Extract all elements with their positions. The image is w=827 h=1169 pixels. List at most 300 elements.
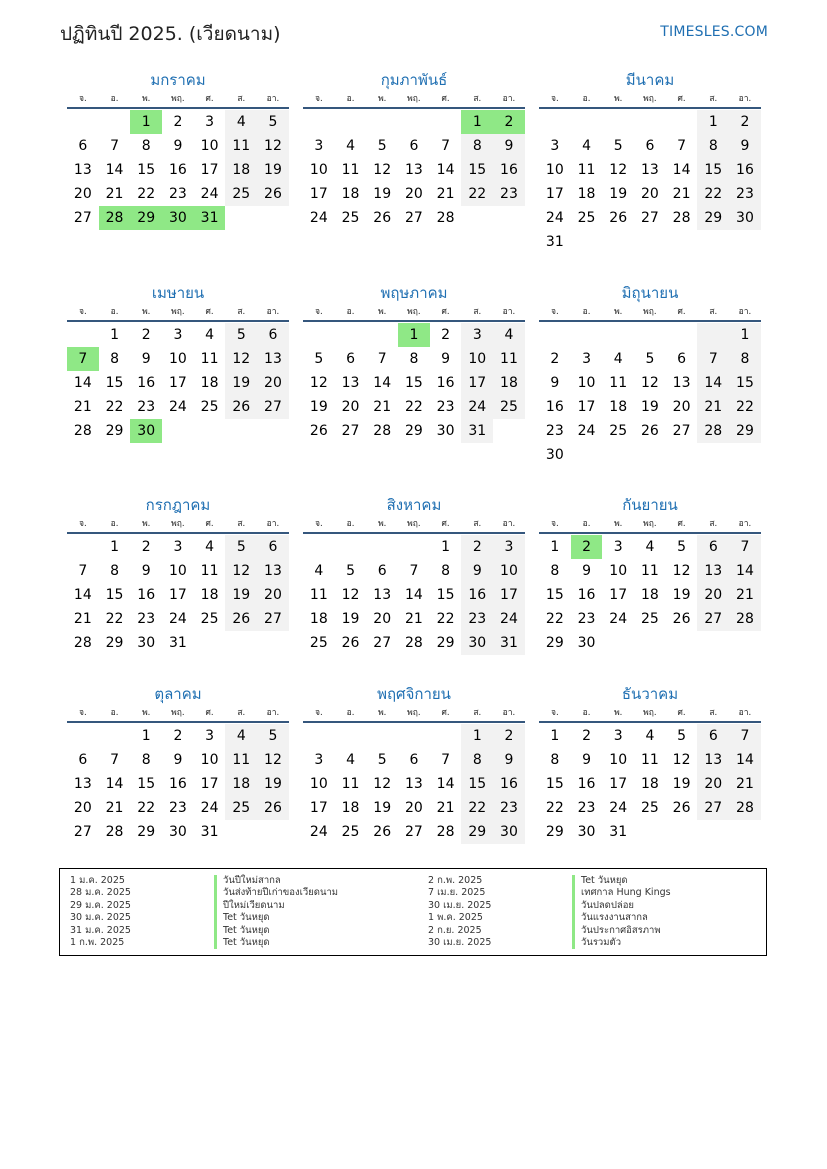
day-cell: 20 [341, 399, 360, 415]
day-cell: 6 [697, 535, 729, 559]
day-cell: 12 [609, 162, 628, 178]
day-cell: 7 [441, 752, 451, 768]
day-cell: 3 [461, 323, 493, 347]
day-cell: 24 [609, 611, 628, 627]
day-cell: 12 [373, 776, 392, 792]
day-cell: 13 [640, 162, 659, 178]
day-cell: 15 [105, 375, 124, 391]
day-cell: 1 [398, 323, 430, 347]
day-cell: 1 [110, 327, 119, 343]
day-cell: 7 [67, 347, 99, 371]
day-cell: 23 [436, 399, 455, 415]
weekday-label: อ. [582, 519, 591, 529]
day-cell: 15 [404, 375, 423, 391]
day-cell: 11 [341, 776, 360, 792]
day-grid [539, 110, 761, 254]
weekday-label: ศ. [677, 307, 686, 317]
weekday-label: ส. [237, 519, 246, 529]
empty-cell [430, 110, 462, 134]
day-cell: 24 [545, 210, 564, 226]
weekday-header [67, 705, 289, 723]
weekday-header [303, 91, 525, 109]
empty-cell [99, 724, 131, 748]
day-cell: 20 [257, 583, 289, 607]
holiday-legend [59, 868, 767, 956]
holiday-name: วันแรงงานสากล [572, 912, 671, 924]
weekday-label: อา. [266, 307, 280, 317]
weekday-label: อ. [582, 708, 591, 718]
day-cell: 6 [409, 138, 419, 154]
day-cell: 27 [257, 395, 289, 419]
day-cell: 23 [577, 800, 596, 816]
day-cell: 12 [257, 134, 289, 158]
empty-cell [461, 206, 493, 230]
day-cell: 2 [550, 351, 560, 367]
day-cell: 9 [173, 138, 183, 154]
day-cell: 24 [461, 395, 493, 419]
holiday-name: วันส่งท้ายปีเก่าของเวียดนาม [214, 887, 338, 899]
day-cell: 21 [672, 186, 691, 202]
day-cell: 20 [73, 186, 92, 202]
day-cell: 16 [577, 587, 596, 603]
weekday-label: ศ. [441, 519, 450, 529]
weekday-label: พ. [378, 708, 387, 718]
empty-cell [335, 724, 367, 748]
day-cell: 17 [577, 399, 596, 415]
weekday-label: พฤ. [643, 519, 657, 529]
day-cell: 12 [672, 752, 691, 768]
day-grid [539, 724, 761, 844]
weekday-label: อ. [346, 708, 355, 718]
day-cell: 30 [137, 635, 156, 651]
day-cell: 26 [373, 824, 392, 840]
day-cell: 8 [461, 134, 493, 158]
weekday-label: อา. [738, 519, 752, 529]
day-cell: 5 [257, 110, 289, 134]
day-cell: 27 [640, 210, 659, 226]
empty-cell [303, 535, 335, 559]
day-cell: 28 [729, 796, 761, 820]
day-grid [539, 535, 761, 655]
day-cell: 7 [729, 535, 761, 559]
day-cell: 13 [373, 587, 392, 603]
day-cell: 6 [697, 724, 729, 748]
day-cell: 24 [309, 824, 328, 840]
day-cell: 22 [461, 182, 493, 206]
day-cell: 20 [404, 800, 423, 816]
day-cell: 24 [493, 607, 525, 631]
day-cell: 1 [550, 539, 560, 555]
day-cell: 18 [609, 399, 628, 415]
holiday-date: 1 ม.ค. 2025 [70, 875, 125, 886]
day-cell: 8 [409, 351, 419, 367]
day-cell: 14 [404, 587, 423, 603]
day-cell: 3 [205, 728, 215, 744]
day-cell: 15 [137, 162, 156, 178]
day-cell: 8 [461, 748, 493, 772]
day-cell: 18 [225, 158, 257, 182]
empty-cell [666, 230, 698, 254]
weekday-label: พ. [378, 519, 387, 529]
holiday-date: 1 ก.พ. 2025 [70, 937, 125, 949]
day-cell: 20 [697, 772, 729, 796]
day-cell: 16 [137, 375, 156, 391]
day-cell: 25 [493, 395, 525, 419]
day-cell: 3 [173, 327, 183, 343]
day-cell: 7 [78, 563, 88, 579]
day-cell: 25 [341, 824, 360, 840]
day-cell: 20 [640, 186, 659, 202]
day-cell: 15 [461, 158, 493, 182]
day-cell: 19 [225, 583, 257, 607]
empty-cell [225, 820, 257, 844]
day-cell: 1 [697, 110, 729, 134]
empty-cell [335, 323, 367, 347]
day-cell: 9 [173, 752, 183, 768]
day-cell: 21 [436, 186, 455, 202]
empty-cell [398, 724, 430, 748]
empty-cell [366, 535, 398, 559]
weekday-label: ส. [473, 708, 482, 718]
day-cell: 17 [200, 776, 219, 792]
day-cell: 10 [200, 138, 219, 154]
day-cell: 23 [137, 399, 156, 415]
brand-link[interactable]: TIMESLES.COM [660, 24, 768, 40]
weekday-label: ศ. [205, 708, 214, 718]
month-name: ธันวาคม [621, 685, 679, 703]
month-calendar [303, 69, 525, 230]
empty-cell [225, 631, 257, 655]
holiday-date: 30 ม.ค. 2025 [70, 912, 131, 924]
page-title: ปฏิทินปี 2025. (เวียดนาม) [60, 23, 281, 45]
day-cell: 18 [577, 186, 596, 202]
day-cell: 20 [373, 611, 392, 627]
day-grid [539, 323, 761, 467]
day-cell: 8 [110, 351, 119, 367]
weekday-label: จ. [551, 307, 559, 317]
day-cell: 8 [110, 563, 119, 579]
day-cell: 26 [640, 423, 659, 439]
day-cell: 30 [577, 635, 596, 651]
day-cell: 5 [225, 323, 257, 347]
weekday-label: อา. [738, 307, 752, 317]
empty-cell [493, 206, 525, 230]
weekday-label: ศ. [205, 519, 214, 529]
day-cell: 11 [640, 563, 659, 579]
day-cell: 1 [729, 323, 761, 347]
weekday-label: พฤ. [643, 307, 657, 317]
weekday-header [539, 705, 761, 723]
weekday-label: อา. [502, 307, 516, 317]
weekday-label: จ. [315, 519, 323, 529]
day-cell: 18 [493, 371, 525, 395]
day-cell: 1 [130, 110, 162, 134]
empty-cell [430, 724, 462, 748]
empty-cell [634, 820, 666, 844]
weekday-label: อา. [738, 708, 752, 718]
weekday-label: จ. [315, 708, 323, 718]
empty-cell [257, 820, 289, 844]
day-cell: 14 [73, 375, 92, 391]
day-cell: 11 [200, 563, 219, 579]
month-calendar [539, 69, 761, 254]
day-cell: 5 [613, 138, 623, 154]
day-cell: 9 [493, 748, 525, 772]
day-cell: 2 [141, 327, 151, 343]
empty-cell [194, 631, 226, 655]
day-cell: 23 [168, 186, 187, 202]
day-cell: 19 [373, 186, 392, 202]
weekday-label: จ. [551, 94, 559, 104]
holiday-name: วันรวมตัว [572, 937, 671, 949]
empty-cell [335, 110, 367, 134]
empty-cell [303, 110, 335, 134]
day-cell: 31 [194, 206, 226, 230]
day-cell: 22 [404, 399, 423, 415]
empty-cell [666, 323, 698, 347]
day-cell: 15 [461, 772, 493, 796]
day-cell: 17 [609, 776, 628, 792]
day-cell: 17 [309, 800, 328, 816]
day-cell: 13 [697, 748, 729, 772]
month-calendar [539, 494, 761, 655]
day-cell: 16 [545, 399, 564, 415]
day-cell: 11 [225, 134, 257, 158]
day-cell: 1 [441, 539, 451, 555]
weekday-label: พฤ. [407, 519, 421, 529]
weekday-label: พฤ. [171, 94, 185, 104]
day-cell: 6 [377, 563, 387, 579]
day-grid [67, 110, 289, 230]
day-cell: 25 [225, 796, 257, 820]
day-cell: 18 [640, 776, 659, 792]
month-calendar [67, 494, 289, 655]
day-cell: 12 [225, 347, 257, 371]
weekday-label: พ. [614, 708, 623, 718]
empty-cell [729, 230, 761, 254]
day-cell: 30 [436, 423, 455, 439]
day-cell: 15 [545, 776, 564, 792]
day-cell: 28 [729, 607, 761, 631]
weekday-label: จ. [79, 307, 87, 317]
day-cell: 10 [609, 752, 628, 768]
weekday-label: พ. [614, 519, 623, 529]
month-calendar [539, 683, 761, 844]
day-cell: 22 [729, 395, 761, 419]
empty-cell [666, 110, 698, 134]
empty-cell [697, 631, 729, 655]
day-cell: 21 [404, 611, 423, 627]
day-cell: 9 [493, 134, 525, 158]
day-cell: 4 [493, 323, 525, 347]
weekday-label: อ. [110, 307, 119, 317]
day-grid [303, 724, 525, 844]
day-cell: 28 [436, 210, 455, 226]
day-cell: 13 [257, 559, 289, 583]
weekday-label: อา. [266, 519, 280, 529]
day-cell: 11 [200, 351, 219, 367]
day-cell: 18 [341, 186, 360, 202]
day-cell: 21 [729, 772, 761, 796]
weekday-label: พ. [378, 307, 387, 317]
day-cell: 4 [225, 724, 257, 748]
weekday-header [67, 516, 289, 534]
weekday-label: พฤ. [171, 519, 185, 529]
weekday-label: อา. [738, 94, 752, 104]
weekday-label: จ. [79, 519, 87, 529]
weekday-label: จ. [551, 708, 559, 718]
day-cell: 27 [697, 607, 729, 631]
holiday-date: 7 เม.ย. 2025 [428, 887, 486, 899]
day-cell: 25 [341, 210, 360, 226]
legend-left-names [214, 875, 338, 949]
day-cell: 2 [173, 114, 183, 130]
day-cell: 11 [309, 587, 328, 603]
empty-cell [602, 631, 634, 655]
day-cell: 7 [729, 724, 761, 748]
day-cell: 4 [205, 327, 215, 343]
empty-cell [697, 230, 729, 254]
day-cell: 26 [225, 607, 257, 631]
day-cell: 10 [609, 563, 628, 579]
day-cell: 18 [341, 800, 360, 816]
empty-cell [634, 443, 666, 467]
day-cell: 3 [493, 535, 525, 559]
day-grid [67, 724, 289, 844]
day-cell: 9 [550, 375, 560, 391]
day-grid [303, 110, 525, 230]
weekday-header [67, 91, 289, 109]
weekday-label: จ. [79, 708, 87, 718]
day-cell: 13 [341, 375, 360, 391]
weekday-label: ศ. [441, 307, 450, 317]
month-name: มกราคม [150, 71, 206, 89]
day-cell: 3 [550, 138, 560, 154]
day-cell: 16 [461, 583, 493, 607]
day-cell: 26 [309, 423, 328, 439]
day-cell: 14 [105, 162, 124, 178]
day-cell: 23 [729, 182, 761, 206]
day-cell: 26 [373, 210, 392, 226]
day-cell: 30 [168, 824, 187, 840]
weekday-label: พ. [142, 307, 151, 317]
day-cell: 3 [582, 351, 591, 367]
day-cell: 28 [373, 423, 392, 439]
day-cell: 11 [609, 375, 628, 391]
day-cell: 12 [341, 587, 360, 603]
day-cell: 2 [571, 535, 603, 559]
holiday-name: Tet วันหยุด [214, 925, 338, 937]
day-cell: 26 [341, 635, 360, 651]
empty-cell [398, 110, 430, 134]
day-cell: 24 [309, 210, 328, 226]
month-name: มิถุนายน [621, 284, 679, 302]
day-cell: 14 [729, 559, 761, 583]
day-cell: 19 [609, 186, 628, 202]
month-calendar [303, 683, 525, 844]
weekday-label: จ. [315, 94, 323, 104]
day-cell: 4 [613, 351, 623, 367]
day-cell: 22 [545, 611, 564, 627]
day-cell: 4 [314, 563, 324, 579]
day-cell: 2 [582, 728, 591, 744]
day-cell: 26 [257, 796, 289, 820]
day-cell: 23 [493, 796, 525, 820]
day-cell: 12 [225, 559, 257, 583]
empty-cell [729, 631, 761, 655]
day-cell: 28 [99, 206, 131, 230]
weekday-label: อ. [346, 94, 355, 104]
empty-cell [257, 631, 289, 655]
day-cell: 14 [105, 776, 124, 792]
day-cell: 28 [672, 210, 691, 226]
day-cell: 27 [404, 210, 423, 226]
day-cell: 1 [141, 728, 151, 744]
day-cell: 6 [677, 351, 687, 367]
day-cell: 28 [697, 419, 729, 443]
month-name: กันยายน [622, 496, 678, 514]
day-cell: 3 [314, 752, 324, 768]
day-cell: 26 [672, 800, 691, 816]
month-name: กรกฎาคม [145, 496, 211, 514]
empty-cell [729, 820, 761, 844]
empty-cell [67, 535, 99, 559]
day-cell: 17 [309, 186, 328, 202]
day-cell: 14 [436, 776, 455, 792]
day-cell: 2 [729, 110, 761, 134]
day-cell: 1 [110, 539, 119, 555]
empty-cell [67, 323, 99, 347]
day-cell: 7 [409, 563, 419, 579]
empty-cell [666, 820, 698, 844]
weekday-label: อา. [502, 519, 516, 529]
day-cell: 12 [672, 563, 691, 579]
day-cell: 6 [78, 752, 88, 768]
day-cell: 16 [436, 375, 455, 391]
weekday-label: ส. [473, 94, 482, 104]
day-cell: 5 [314, 351, 324, 367]
day-cell: 22 [105, 611, 124, 627]
day-cell: 15 [105, 587, 124, 603]
day-cell: 14 [373, 375, 392, 391]
holiday-date: 2 ก.ย. 2025 [428, 924, 482, 936]
day-cell: 28 [73, 635, 92, 651]
holiday-date: 2 ก.พ. 2025 [428, 875, 483, 886]
empty-cell [493, 419, 525, 443]
day-cell: 6 [346, 351, 355, 367]
day-cell: 30 [545, 447, 564, 463]
weekday-header [303, 304, 525, 322]
weekday-label: ส. [237, 708, 246, 718]
empty-cell [257, 419, 289, 443]
day-cell: 16 [493, 158, 525, 182]
day-cell: 25 [225, 182, 257, 206]
day-grid [303, 535, 525, 655]
weekday-label: พ. [614, 307, 623, 317]
empty-cell [697, 820, 729, 844]
day-cell: 23 [461, 607, 493, 631]
day-grid [67, 323, 289, 443]
day-cell: 29 [729, 419, 761, 443]
empty-cell [257, 206, 289, 230]
empty-cell [602, 443, 634, 467]
day-cell: 4 [645, 728, 655, 744]
day-cell: 13 [73, 776, 92, 792]
day-cell: 25 [577, 210, 596, 226]
day-cell: 5 [645, 351, 655, 367]
day-cell: 9 [461, 559, 493, 583]
day-cell: 23 [168, 800, 187, 816]
